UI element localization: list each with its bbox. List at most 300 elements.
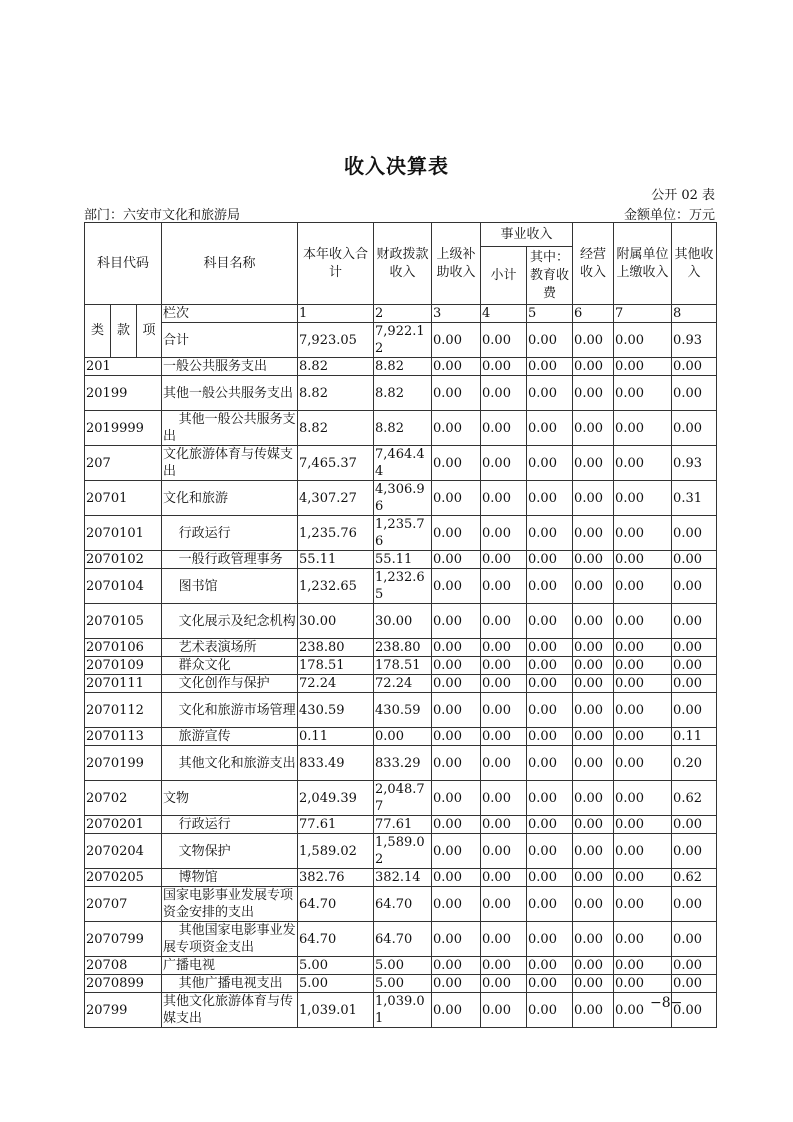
table-row xyxy=(85,551,717,569)
amount-cell: 0.00 xyxy=(432,922,481,957)
header-total-income: 本年收入合计 xyxy=(298,223,374,305)
amount-cell: 0.00 xyxy=(573,481,614,516)
amount-cell: 55.11 xyxy=(374,551,432,569)
subject-code: 20199 xyxy=(85,376,162,411)
subject-name: 文物 xyxy=(162,781,298,816)
amount-cell: 0.00 xyxy=(481,993,527,1028)
amount-cell: 72.24 xyxy=(374,675,432,693)
amount-cell: 0.00 xyxy=(573,869,614,887)
header-business-education-fee: 其中：教育收费 xyxy=(527,247,573,305)
amount-cell: 8.82 xyxy=(374,411,432,446)
header-affiliated-income: 附属单位上缴收入 xyxy=(614,223,672,305)
subject-name: 旅游宣传 xyxy=(162,728,298,746)
sum-value: 0.00 xyxy=(573,323,614,358)
header-business-subtotal: 小计 xyxy=(481,247,527,305)
subject-code: 2070105 xyxy=(85,604,162,639)
amount-cell: 0.00 xyxy=(573,693,614,728)
amount-cell: 0.00 xyxy=(672,834,717,869)
amount-cell: 0.00 xyxy=(672,639,717,657)
amount-cell: 0.00 xyxy=(614,993,672,1028)
amount-cell: 0.00 xyxy=(614,781,672,816)
amount-cell: 0.00 xyxy=(527,569,573,604)
amount-cell: 0.00 xyxy=(527,358,573,376)
amount-cell: 5.00 xyxy=(298,957,374,975)
amount-cell: 0.00 xyxy=(672,975,717,993)
amount-cell: 0.00 xyxy=(481,481,527,516)
amount-cell: 0.00 xyxy=(672,693,717,728)
amount-cell: 0.00 xyxy=(527,781,573,816)
amount-cell: 0.00 xyxy=(432,481,481,516)
amount-cell: 0.00 xyxy=(481,834,527,869)
amount-cell: 0.00 xyxy=(614,446,672,481)
amount-cell: 8.82 xyxy=(298,411,374,446)
amount-cell: 0.31 xyxy=(672,481,717,516)
amount-cell: 64.70 xyxy=(298,887,374,922)
subject-code: 20702 xyxy=(85,781,162,816)
table-row xyxy=(85,993,717,1028)
subject-name: 文化旅游体育与传媒支出 xyxy=(162,446,298,481)
subject-code: 2019999 xyxy=(85,411,162,446)
amount-cell: 5.00 xyxy=(374,957,432,975)
amount-cell: 1,039.01 xyxy=(298,993,374,1028)
amount-cell: 0.00 xyxy=(614,411,672,446)
amount-cell: 0.00 xyxy=(527,411,573,446)
table-row xyxy=(85,922,717,957)
amount-cell: 0.00 xyxy=(573,569,614,604)
amount-cell: 0.00 xyxy=(432,869,481,887)
amount-cell: 0.00 xyxy=(573,446,614,481)
page-number: −8− xyxy=(650,995,683,1011)
amount-cell: 0.00 xyxy=(573,604,614,639)
amount-cell: 0.00 xyxy=(481,639,527,657)
amount-cell: 0.00 xyxy=(481,569,527,604)
amount-cell: 0.00 xyxy=(614,922,672,957)
amount-cell: 0.00 xyxy=(614,887,672,922)
sum-value: 0.00 xyxy=(614,323,672,358)
amount-cell: 0.00 xyxy=(527,816,573,834)
amount-cell: 0.00 xyxy=(481,922,527,957)
amount-cell: 1,235.76 xyxy=(298,516,374,551)
amount-cell: 0.00 xyxy=(614,728,672,746)
amount-cell: 0.00 xyxy=(614,604,672,639)
subject-code: 20707 xyxy=(85,887,162,922)
subject-code: 2070104 xyxy=(85,569,162,604)
subject-name: 其他广播电视支出 xyxy=(162,975,298,993)
amount-cell: 0.00 xyxy=(614,957,672,975)
amount-cell: 0.00 xyxy=(573,358,614,376)
amount-cell: 0.00 xyxy=(614,639,672,657)
income-final-accounts-table xyxy=(84,222,717,1028)
table-row xyxy=(85,728,717,746)
amount-cell: 5.00 xyxy=(298,975,374,993)
table-row xyxy=(85,746,717,781)
amount-cell: 77.61 xyxy=(374,816,432,834)
subject-name: 其他文化和旅游支出 xyxy=(162,746,298,781)
amount-cell: 0.00 xyxy=(614,657,672,675)
amount-cell: 0.00 xyxy=(527,675,573,693)
column-index: 7 xyxy=(614,305,672,323)
amount-cell: 0.00 xyxy=(672,957,717,975)
column-index: 2 xyxy=(374,305,432,323)
amount-cell: 0.00 xyxy=(614,551,672,569)
subject-code: 2070101 xyxy=(85,516,162,551)
amount-cell: 0.00 xyxy=(432,993,481,1028)
sum-value: 0.00 xyxy=(432,323,481,358)
page-title: 收入决算表 xyxy=(344,154,449,178)
amount-cell: 0.00 xyxy=(614,358,672,376)
subject-name: 一般行政管理事务 xyxy=(162,551,298,569)
sum-value: 0.00 xyxy=(527,323,573,358)
table-row xyxy=(85,657,717,675)
amount-cell: 8.82 xyxy=(374,376,432,411)
amount-cell: 0.00 xyxy=(481,746,527,781)
amount-cell: 64.70 xyxy=(374,887,432,922)
table-row xyxy=(85,516,717,551)
subject-code: 2070799 xyxy=(85,922,162,957)
amount-cell: 72.24 xyxy=(298,675,374,693)
column-index-label: 栏次 xyxy=(162,305,298,323)
amount-cell: 0.00 xyxy=(481,604,527,639)
header-lei: 类 xyxy=(85,305,111,358)
amount-cell: 178.51 xyxy=(298,657,374,675)
subject-name: 其他一般公共服务支出 xyxy=(162,376,298,411)
table-row xyxy=(85,481,717,516)
amount-cell: 0.00 xyxy=(374,728,432,746)
amount-cell: 0.00 xyxy=(432,675,481,693)
column-index: 6 xyxy=(573,305,614,323)
subject-code: 2070111 xyxy=(85,675,162,693)
amount-cell: 0.00 xyxy=(481,516,527,551)
amount-cell: 1,039.01 xyxy=(374,993,432,1028)
amount-cell: 64.70 xyxy=(374,922,432,957)
amount-cell: 0.00 xyxy=(527,975,573,993)
amount-cell: 0.00 xyxy=(672,993,717,1028)
subject-name: 文化和旅游 xyxy=(162,481,298,516)
subject-code: 2070102 xyxy=(85,551,162,569)
subject-name: 国家电影事业发展专项资金安排的支出 xyxy=(162,887,298,922)
amount-cell: 0.62 xyxy=(672,781,717,816)
amount-cell: 382.14 xyxy=(374,869,432,887)
amount-cell: 0.00 xyxy=(527,993,573,1028)
amount-cell: 0.00 xyxy=(432,781,481,816)
amount-cell: 178.51 xyxy=(374,657,432,675)
amount-cell: 0.00 xyxy=(481,975,527,993)
column-index: 3 xyxy=(432,305,481,323)
sum-value: 0.00 xyxy=(481,323,527,358)
subject-name: 博物馆 xyxy=(162,869,298,887)
subject-name: 图书馆 xyxy=(162,569,298,604)
subject-code: 2070106 xyxy=(85,639,162,657)
amount-cell: 0.00 xyxy=(614,569,672,604)
amount-cell: 0.00 xyxy=(481,693,527,728)
table-row xyxy=(85,411,717,446)
amount-cell: 0.00 xyxy=(527,639,573,657)
column-index: 1 xyxy=(298,305,374,323)
amount-cell: 0.00 xyxy=(432,746,481,781)
header-other-income: 其他收入 xyxy=(672,223,717,305)
amount-cell: 1,589.02 xyxy=(374,834,432,869)
amount-cell: 0.00 xyxy=(672,922,717,957)
amount-cell: 0.00 xyxy=(672,569,717,604)
amount-cell: 0.00 xyxy=(432,376,481,411)
table-row xyxy=(85,816,717,834)
amount-cell: 238.80 xyxy=(298,639,374,657)
amount-cell: 0.00 xyxy=(614,675,672,693)
amount-cell: 2,049.39 xyxy=(298,781,374,816)
amount-cell: 1,232.65 xyxy=(298,569,374,604)
amount-cell: 0.00 xyxy=(481,358,527,376)
amount-cell: 0.00 xyxy=(672,411,717,446)
amount-cell: 0.00 xyxy=(527,376,573,411)
subject-code: 207 xyxy=(85,446,162,481)
amount-cell: 64.70 xyxy=(298,922,374,957)
amount-cell: 0.00 xyxy=(614,693,672,728)
amount-cell: 0.00 xyxy=(527,657,573,675)
amount-cell: 0.00 xyxy=(527,922,573,957)
amount-cell: 0.93 xyxy=(672,446,717,481)
amount-cell: 0.00 xyxy=(573,728,614,746)
amount-cell: 833.29 xyxy=(374,746,432,781)
amount-cell: 0.00 xyxy=(672,358,717,376)
amount-cell: 0.00 xyxy=(527,604,573,639)
subject-code: 20701 xyxy=(85,481,162,516)
subject-name: 文化创作与保护 xyxy=(162,675,298,693)
amount-cell: 4,307.27 xyxy=(298,481,374,516)
subject-code: 2070112 xyxy=(85,693,162,728)
amount-cell: 0.11 xyxy=(298,728,374,746)
amount-cell: 0.00 xyxy=(573,657,614,675)
sum-value: 7,923.05 xyxy=(298,323,374,358)
amount-cell: 4,306.96 xyxy=(374,481,432,516)
subject-code: 201 xyxy=(85,358,162,376)
table-row xyxy=(85,446,717,481)
amount-cell: 0.00 xyxy=(614,746,672,781)
amount-cell: 8.82 xyxy=(298,376,374,411)
amount-cell: 430.59 xyxy=(298,693,374,728)
header-subject-code: 科目代码 xyxy=(85,223,162,305)
subject-code: 2070201 xyxy=(85,816,162,834)
amount-cell: 0.00 xyxy=(614,516,672,551)
amount-cell: 0.00 xyxy=(481,887,527,922)
subject-name: 一般公共服务支出 xyxy=(162,358,298,376)
amount-cell: 0.00 xyxy=(432,358,481,376)
header-operating-income: 经营收入 xyxy=(573,223,614,305)
subject-code: 2070899 xyxy=(85,975,162,993)
amount-cell: 382.76 xyxy=(298,869,374,887)
subject-code: 20799 xyxy=(85,993,162,1028)
amount-cell: 0.00 xyxy=(573,411,614,446)
amount-cell: 0.11 xyxy=(672,728,717,746)
amount-cell: 0.00 xyxy=(672,551,717,569)
amount-cell: 0.00 xyxy=(481,675,527,693)
amount-cell: 0.00 xyxy=(432,551,481,569)
amount-cell: 5.00 xyxy=(374,975,432,993)
amount-cell: 833.49 xyxy=(298,746,374,781)
sum-label: 合计 xyxy=(162,323,298,358)
subject-name: 行政运行 xyxy=(162,816,298,834)
amount-cell: 0.00 xyxy=(432,693,481,728)
table-row xyxy=(85,957,717,975)
amount-cell: 0.00 xyxy=(527,446,573,481)
amount-cell: 0.00 xyxy=(481,816,527,834)
table-number: 公开 02 表 xyxy=(651,188,715,203)
amount-cell: 0.00 xyxy=(614,975,672,993)
amount-cell: 0.00 xyxy=(432,657,481,675)
table-row xyxy=(85,975,717,993)
amount-cell: 0.00 xyxy=(672,376,717,411)
amount-cell: 0.00 xyxy=(573,922,614,957)
amount-cell: 0.00 xyxy=(481,551,527,569)
amount-cell: 55.11 xyxy=(298,551,374,569)
amount-cell: 0.00 xyxy=(672,657,717,675)
amount-cell: 0.00 xyxy=(432,411,481,446)
amount-cell: 77.61 xyxy=(298,816,374,834)
amount-cell: 0.00 xyxy=(527,481,573,516)
table-row xyxy=(85,358,717,376)
amount-cell: 0.00 xyxy=(614,834,672,869)
amount-cell: 0.00 xyxy=(432,957,481,975)
amount-cell: 0.00 xyxy=(614,869,672,887)
amount-cell: 0.00 xyxy=(672,675,717,693)
amount-cell: 0.00 xyxy=(614,376,672,411)
amount-cell: 0.00 xyxy=(527,693,573,728)
amount-cell: 1,232.65 xyxy=(374,569,432,604)
table-row xyxy=(85,781,717,816)
amount-cell: 0.00 xyxy=(614,481,672,516)
amount-cell: 0.00 xyxy=(573,746,614,781)
table-row xyxy=(85,869,717,887)
amount-cell: 0.00 xyxy=(527,834,573,869)
amount-cell: 0.00 xyxy=(573,957,614,975)
amount-cell: 0.00 xyxy=(481,657,527,675)
amount-cell: 8.82 xyxy=(374,358,432,376)
subject-name: 文化展示及纪念机构 xyxy=(162,604,298,639)
amount-cell: 0.00 xyxy=(432,639,481,657)
amount-cell: 0.00 xyxy=(573,975,614,993)
amount-cell: 238.80 xyxy=(374,639,432,657)
header-fiscal-appropriation: 财政拨款收入 xyxy=(374,223,432,305)
amount-cell: 0.00 xyxy=(573,993,614,1028)
amount-cell: 30.00 xyxy=(374,604,432,639)
subject-name: 文物保护 xyxy=(162,834,298,869)
subject-code: 2070205 xyxy=(85,869,162,887)
amount-cell: 30.00 xyxy=(298,604,374,639)
header-kuan: 款 xyxy=(111,305,137,358)
amount-cell: 0.00 xyxy=(481,957,527,975)
table-row xyxy=(85,569,717,604)
amount-cell: 1,589.02 xyxy=(298,834,374,869)
amount-cell: 0.00 xyxy=(527,728,573,746)
subject-name: 行政运行 xyxy=(162,516,298,551)
amount-cell: 0.00 xyxy=(672,516,717,551)
table-row xyxy=(85,604,717,639)
column-index: 8 xyxy=(672,305,717,323)
amount-cell: 0.00 xyxy=(481,869,527,887)
header-business-income: 事业收入 xyxy=(481,223,573,247)
table-row xyxy=(85,887,717,922)
amount-cell: 0.00 xyxy=(573,816,614,834)
amount-cell: 0.00 xyxy=(573,834,614,869)
subject-code: 20708 xyxy=(85,957,162,975)
amount-unit-label: 金额单位：万元 xyxy=(623,208,715,223)
amount-cell: 0.00 xyxy=(481,781,527,816)
amount-cell: 0.00 xyxy=(432,516,481,551)
amount-cell: 0.00 xyxy=(573,675,614,693)
subject-name: 其他国家电影事业发展专项资金支出 xyxy=(163,923,296,955)
amount-cell: 0.00 xyxy=(672,604,717,639)
amount-cell: 2,048.77 xyxy=(374,781,432,816)
header-superior-subsidy: 上级补助收入 xyxy=(432,223,481,305)
column-index: 4 xyxy=(481,305,527,323)
amount-cell: 0.00 xyxy=(527,887,573,922)
amount-cell: 0.00 xyxy=(614,816,672,834)
table-row xyxy=(85,693,717,728)
subject-name: 群众文化 xyxy=(162,657,298,675)
amount-cell: 430.59 xyxy=(374,693,432,728)
subject-name: 文化和旅游市场管理 xyxy=(162,693,298,728)
amount-cell: 0.00 xyxy=(573,376,614,411)
amount-cell: 0.00 xyxy=(672,887,717,922)
amount-cell: 0.00 xyxy=(573,639,614,657)
amount-cell: 0.00 xyxy=(573,781,614,816)
amount-cell: 7,464.44 xyxy=(374,446,432,481)
amount-cell: 0.00 xyxy=(432,887,481,922)
subject-name: 艺术表演场所 xyxy=(162,639,298,657)
subject-code: 2070204 xyxy=(85,834,162,869)
amount-cell: 0.00 xyxy=(481,411,527,446)
sum-value: 0.93 xyxy=(672,323,717,358)
subject-name: 其他一般公共服务支出 xyxy=(163,412,296,444)
subject-code: 2070199 xyxy=(85,746,162,781)
amount-cell: 0.00 xyxy=(432,604,481,639)
table-row xyxy=(85,376,717,411)
header-subject-name: 科目名称 xyxy=(162,223,298,305)
header-xiang: 项 xyxy=(137,305,162,358)
table-row xyxy=(85,834,717,869)
amount-cell: 0.00 xyxy=(432,816,481,834)
amount-cell: 0.00 xyxy=(527,516,573,551)
amount-cell: 0.00 xyxy=(573,516,614,551)
subject-code: 2070113 xyxy=(85,728,162,746)
amount-cell: 0.00 xyxy=(481,728,527,746)
amount-cell: 0.20 xyxy=(672,746,717,781)
amount-cell: 0.00 xyxy=(481,376,527,411)
subject-name: 广播电视 xyxy=(162,957,298,975)
amount-cell: 0.00 xyxy=(432,834,481,869)
amount-cell: 7,465.37 xyxy=(298,446,374,481)
subject-code: 2070109 xyxy=(85,657,162,675)
amount-cell: 0.00 xyxy=(432,446,481,481)
amount-cell: 0.00 xyxy=(527,957,573,975)
amount-cell: 0.00 xyxy=(527,746,573,781)
amount-cell: 0.00 xyxy=(573,887,614,922)
amount-cell: 0.00 xyxy=(527,551,573,569)
amount-cell: 0.00 xyxy=(527,869,573,887)
sum-value: 7,922.12 xyxy=(374,323,432,358)
amount-cell: 0.00 xyxy=(432,569,481,604)
amount-cell: 0.62 xyxy=(672,869,717,887)
table-row xyxy=(85,639,717,657)
amount-cell: 8.82 xyxy=(298,358,374,376)
amount-cell: 0.00 xyxy=(481,446,527,481)
amount-cell: 1,235.76 xyxy=(374,516,432,551)
amount-cell: 0.00 xyxy=(573,551,614,569)
amount-cell: 0.00 xyxy=(672,816,717,834)
department-label: 部门：六安市文化和旅游局 xyxy=(84,208,241,223)
amount-cell: 0.00 xyxy=(432,728,481,746)
column-index: 5 xyxy=(527,305,573,323)
amount-cell: 0.00 xyxy=(432,975,481,993)
